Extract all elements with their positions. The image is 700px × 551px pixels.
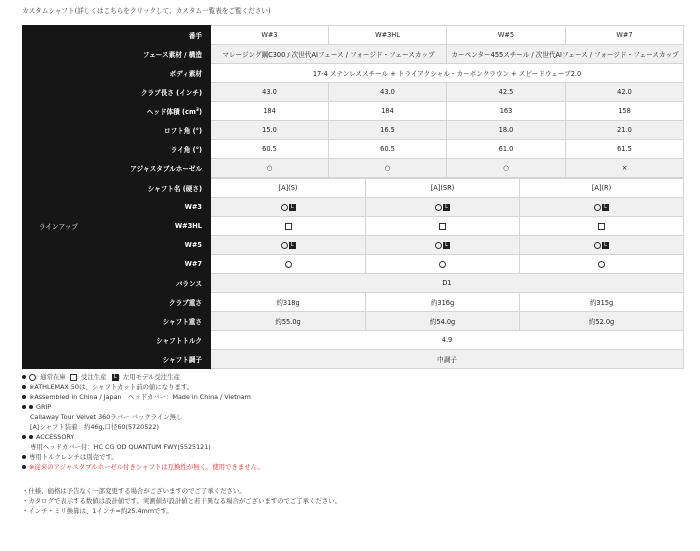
shaft-weight-cell: 約54.0g (366, 312, 520, 331)
club-weight-cell: 約318g (211, 293, 366, 312)
length-row (23, 83, 684, 102)
left-hand-icon: L (603, 203, 608, 210)
circle-icon (285, 261, 292, 268)
circle-icon (281, 242, 288, 249)
kickpoint-cell: 中調子 (211, 350, 684, 369)
hosel-row (23, 159, 684, 178)
lineup-cell (211, 236, 366, 255)
balance-cell: D1 (211, 274, 684, 293)
lie-cell: 61.5 (566, 140, 684, 159)
lineup-row (23, 198, 684, 217)
bullet-icon (22, 465, 26, 469)
kickpoint-row (23, 350, 684, 369)
shaft-table (22, 178, 684, 369)
left-hand-icon: L (113, 373, 117, 380)
volume-row (23, 102, 684, 121)
lineup-cell (366, 255, 520, 274)
club-weight-cell: 約315g (520, 293, 684, 312)
left-hand-icon: L (290, 241, 294, 248)
lineup-header: ラインアップ (23, 179, 121, 274)
circle-icon (435, 242, 442, 249)
shaft-name-header: シャフト名 (硬さ) (121, 179, 211, 198)
volume-tail: ) (198, 108, 202, 116)
length-cell: 43.0 (211, 83, 329, 102)
body-row (23, 64, 684, 83)
lineup-model-header: W#5 (121, 236, 211, 255)
model-cell: W#5 (447, 26, 566, 45)
lineup-cell (366, 217, 520, 236)
lie-cell: 60.5 (329, 140, 447, 159)
shaft-weight-cell: 約55.0g (211, 312, 366, 331)
lineup-cell (520, 255, 684, 274)
bullet-icon (22, 455, 26, 459)
hosel-cell: ○ (447, 159, 566, 178)
footer-note: ・仕様、価格は予告なく一部変更する場合がございますのでご了承ください。 (22, 487, 246, 495)
circle-icon (598, 261, 605, 268)
circle-icon (435, 204, 442, 211)
note-line: [A]シャフト装着：約46g,口径60(5720522) (30, 423, 159, 431)
length-cell: 42.0 (566, 83, 684, 102)
loft-row (23, 121, 684, 140)
circle-icon (594, 242, 601, 249)
lineup-cell (211, 255, 366, 274)
square-icon (598, 223, 605, 230)
note-line: Callaway Tour Velvet 360ラバー バックライン無し (30, 413, 183, 421)
left-hand-icon: L (444, 241, 449, 248)
loft-header: ロフト角 (°) (23, 121, 211, 140)
loft-cell: 15.0 (211, 121, 329, 140)
hosel-header: アジャスタブルホーゼル (23, 159, 211, 178)
legend-note (22, 372, 682, 382)
shaft-name-row (23, 179, 684, 198)
lineup-cell (520, 236, 684, 255)
notes (22, 372, 682, 516)
accessory-title (22, 432, 682, 442)
torque-row (23, 331, 684, 350)
lineup-cell (520, 198, 684, 217)
flex-cell: [A](S) (211, 179, 366, 198)
lineup-row (23, 255, 684, 274)
loft-cell: 16.5 (329, 121, 447, 140)
note-text: 専用トルクレンチは別売です。 (29, 453, 118, 461)
volume-cell: 184 (211, 102, 329, 121)
note-text: ACCESSORY (36, 433, 75, 441)
left-hand-icon: L (444, 203, 449, 210)
shaft-weight-row (23, 312, 684, 331)
left-hand-icon: L (603, 241, 608, 248)
left-hand-icon: L (290, 203, 294, 210)
lineup-model-header: W#3HL (121, 217, 211, 236)
model-cell: W#7 (566, 26, 684, 45)
face-cell: カーペンター455スチール / 次世代AIフェース / フォージド・フェースカップ (447, 45, 684, 64)
note-line (22, 382, 682, 392)
grip-title (22, 402, 682, 412)
lineup-cell (211, 198, 366, 217)
hosel-cell: ○ (211, 159, 329, 178)
club-weight-header: クラブ重さ (23, 293, 211, 312)
square-icon (439, 223, 446, 230)
shaft-weight-cell: 約52.0g (520, 312, 684, 331)
body-header: ボディ素材 (23, 64, 211, 83)
volume-sup: 3 (195, 107, 199, 113)
face-row (23, 45, 684, 64)
lineup-cell (520, 217, 684, 236)
length-cell: 42.5 (447, 83, 566, 102)
legend-text: : 通常在庫 (36, 373, 66, 381)
bullet-icon (22, 385, 26, 389)
spec-table (22, 25, 684, 178)
length-cell: 43.0 (329, 83, 447, 102)
flex-cell: [A](R) (520, 179, 684, 198)
club-weight-cell: 約316g (366, 293, 520, 312)
legend-text: : 受注生産 (76, 373, 107, 381)
lie-header: ライ角 (°) (23, 140, 211, 159)
club-weight-row (23, 293, 684, 312)
note-text: ※Assembled in China / Japan ヘッドカバー：Made in China / Vietnam (29, 393, 251, 401)
bullet-icon (22, 435, 26, 439)
model-cell: W#3HL (329, 26, 447, 45)
volume-label: ヘッド体積 (cm (146, 108, 196, 116)
bullet-icon (22, 375, 26, 379)
footer-note: ・インチ・ミリ換算は、1インチ=約25.4mmです。 (22, 507, 173, 515)
torque-header: シャフトトルク (23, 331, 211, 350)
bullet-icon (22, 395, 26, 399)
balance-header: バランス (23, 274, 211, 293)
volume-cell: 158 (566, 102, 684, 121)
face-cell: マレージング鋼C300 / 次世代AIフェース / フォージド・フェースカップ (211, 45, 447, 64)
face-header: フェース素材 / 構造 (23, 45, 211, 64)
lineup-row (23, 236, 684, 255)
note-line (22, 392, 682, 402)
warning-line (22, 462, 682, 472)
volume-cell: 163 (447, 102, 566, 121)
lineup-model-header: W#7 (121, 255, 211, 274)
square-icon (285, 223, 292, 230)
model-header: 番手 (23, 26, 211, 45)
bullet-icon (29, 405, 33, 409)
loft-cell: 18.0 (447, 121, 566, 140)
lie-cell: 60.5 (211, 140, 329, 159)
note-text: ※ATHLEMAX 50は、シャフトカット前の値になります。 (29, 383, 194, 391)
lineup-cell (211, 217, 366, 236)
shaft-weight-header: シャフト重さ (23, 312, 211, 331)
legend-text: : 左用モデル受注生産 (118, 373, 181, 381)
note-line: 専用ヘッドカバー付：HC CG OD QUANTUM FWY(5525121) (30, 443, 211, 451)
lineup-cell (366, 236, 520, 255)
circle-icon (594, 204, 601, 211)
footer-note: ・カタログで表示する数値は設計値です。実測値が設計値と若干異なる場合がございますのでご了承ください。 (22, 497, 342, 505)
loft-cell: 21.0 (566, 121, 684, 140)
lie-cell: 61.0 (447, 140, 566, 159)
length-header: クラブ長さ (インチ) (23, 83, 211, 102)
square-icon (70, 374, 77, 381)
volume-header (23, 102, 211, 121)
hosel-cell: ○ (329, 159, 447, 178)
lineup-row (23, 217, 684, 236)
body-cell: 17-4 ステンレススチール + トライアクシャル・カーボンクラウン + スピードウェーブ2.0 (211, 64, 684, 83)
model-row (23, 26, 684, 45)
note-text: GRIP (36, 403, 52, 411)
warning-text: ※従来のアジャスタブルホーゼル付きシャフトは互換性が無く、使用できません。 (29, 463, 264, 471)
balance-row (23, 274, 684, 293)
custom-shaft-link[interactable]: カスタムシャフト(詳しくはこちらをクリックして、カスタム一覧表をご覧ください) (22, 7, 271, 15)
volume-cell: 184 (329, 102, 447, 121)
kickpoint-header: シャフト調子 (23, 350, 211, 369)
flex-cell: [A](SR) (366, 179, 520, 198)
circle-icon (439, 261, 446, 268)
circle-icon (281, 204, 288, 211)
lineup-model-header: W#3 (121, 198, 211, 217)
lineup-cell (366, 198, 520, 217)
bullet-icon (22, 405, 26, 409)
model-cell: W#3 (211, 26, 329, 45)
hosel-cell: × (566, 159, 684, 178)
lie-row (23, 140, 684, 159)
circle-icon (29, 374, 36, 381)
torque-cell: 4.9 (211, 331, 684, 350)
note-line (22, 452, 682, 462)
bullet-icon (29, 435, 33, 439)
